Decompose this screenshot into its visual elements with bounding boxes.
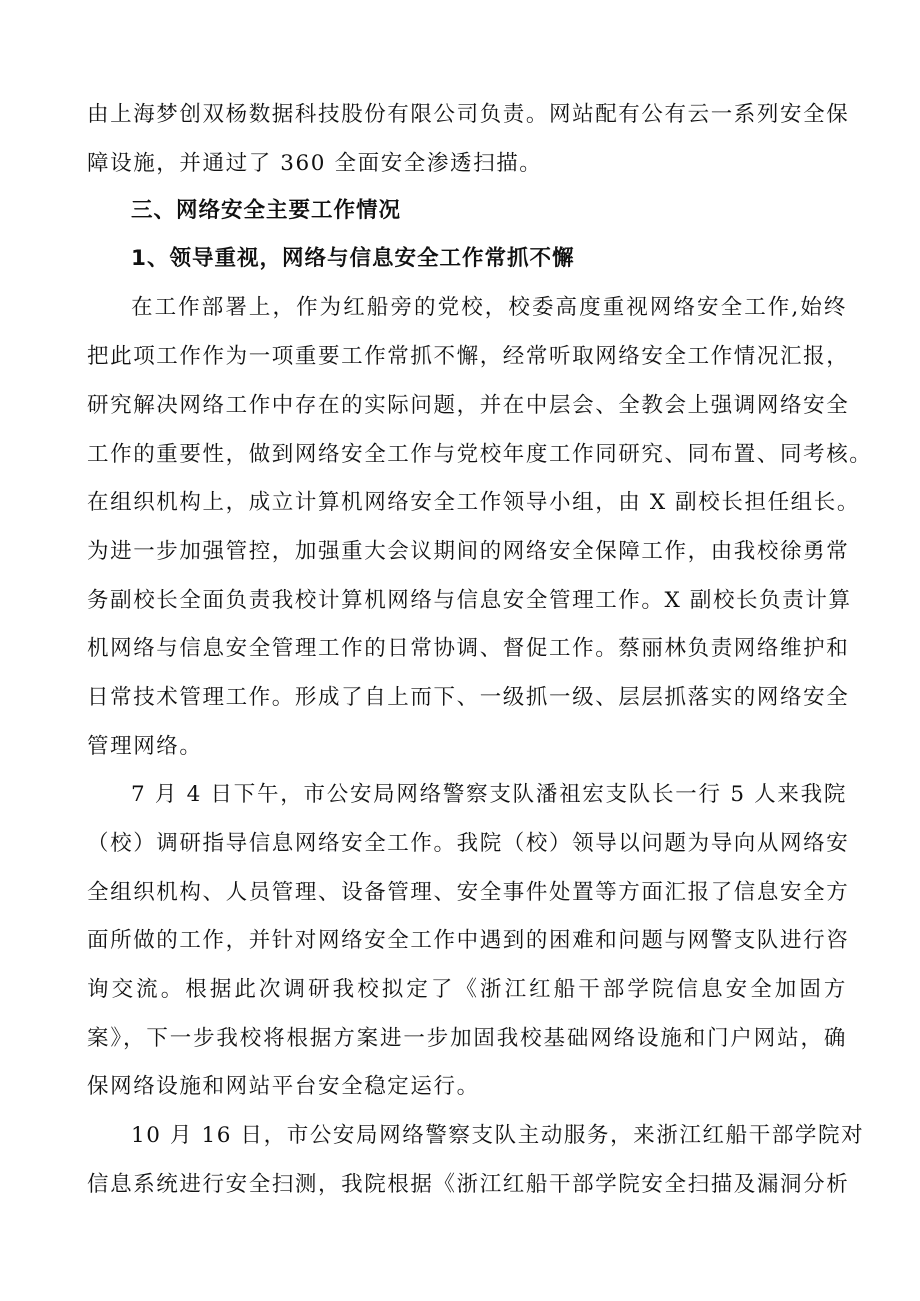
paragraph-line: 面所做的工作，并针对网络安全工作中遇到的困难和问题与网警支队进行咨 bbox=[87, 928, 850, 953]
paragraph-line: 询交流。根据此次调研我校拟定了《浙江红船干部学院信息安全加固方 bbox=[87, 977, 847, 1002]
section-heading: 三、网络安全主要工作情况 bbox=[131, 198, 402, 223]
paragraph-line: 保网络设施和网站平台安全稳定运行。 bbox=[87, 1074, 480, 1099]
paragraph-line: 在工作部署上，作为红船旁的党校，校委高度重视网络安全工作,始终 bbox=[131, 295, 847, 320]
paragraph-line: 在组织机构上，成立计算机网络安全工作领导小组，由 X 副校长担任组长。 bbox=[87, 490, 860, 515]
paragraph-line: 全组织机构、人员管理、设备管理、安全事件处置等方面汇报了信息安全方 bbox=[87, 880, 850, 905]
paragraph-line: 工作的重要性，做到网络安全工作与党校年度工作同研究、同布置、同考核。 bbox=[87, 442, 873, 467]
paragraph-line: 为进一步加强管控，加强重大会议期间的网络安全保障工作，由我校徐勇常 bbox=[87, 539, 850, 564]
subsection-heading: 1、领导重视，网络与信息安全工作常抓不懈 bbox=[131, 246, 575, 271]
paragraph-line: 研究解决网络工作中存在的实际问题，并在中层会、全教会上强调网络安全 bbox=[87, 393, 850, 418]
paragraph-line: 由上海梦创双杨数据科技股份有限公司负责。网站配有公有云一系列安全保 bbox=[87, 102, 850, 127]
paragraph-line: 障设施，并通过了 360 全面安全渗透扫描。 bbox=[87, 151, 543, 176]
paragraph-line: 务副校长全面负责我校计算机网络与信息安全管理工作。X 副校长负责计算 bbox=[87, 588, 852, 613]
paragraph-line: 7 月 4 日下午，市公安局网络警察支队潘祖宏支队长一行 5 人来我院 bbox=[131, 782, 847, 807]
paragraph-line: 机网络与信息安全管理工作的日常协调、督促工作。蔡丽林负责网络维护和 bbox=[87, 636, 850, 661]
paragraph-line: 日常技术管理工作。形成了自上而下、一级抓一级、层层抓落实的网络安全 bbox=[87, 685, 850, 710]
paragraph-line: 10 月 16 日，市公安局网络警察支队主动服务，来浙江红船干部学院对 bbox=[131, 1123, 865, 1148]
paragraph-line: 案》，下一步我校将根据方案进一步加固我校基础网络设施和门户网站，确 bbox=[87, 1026, 847, 1051]
paragraph-line: （校）调研指导信息网络安全工作。我院（校）领导以问题为导向从网络安 bbox=[87, 831, 850, 856]
paragraph-line: 管理网络。 bbox=[87, 734, 203, 759]
paragraph-line: 信息系统进行安全扫测，我院根据《浙江红船干部学院安全扫描及漏洞分析 bbox=[87, 1172, 850, 1197]
paragraph-line: 把此项工作作为一项重要工作常抓不懈，经常听取网络安全工作情况汇报， bbox=[87, 344, 850, 369]
